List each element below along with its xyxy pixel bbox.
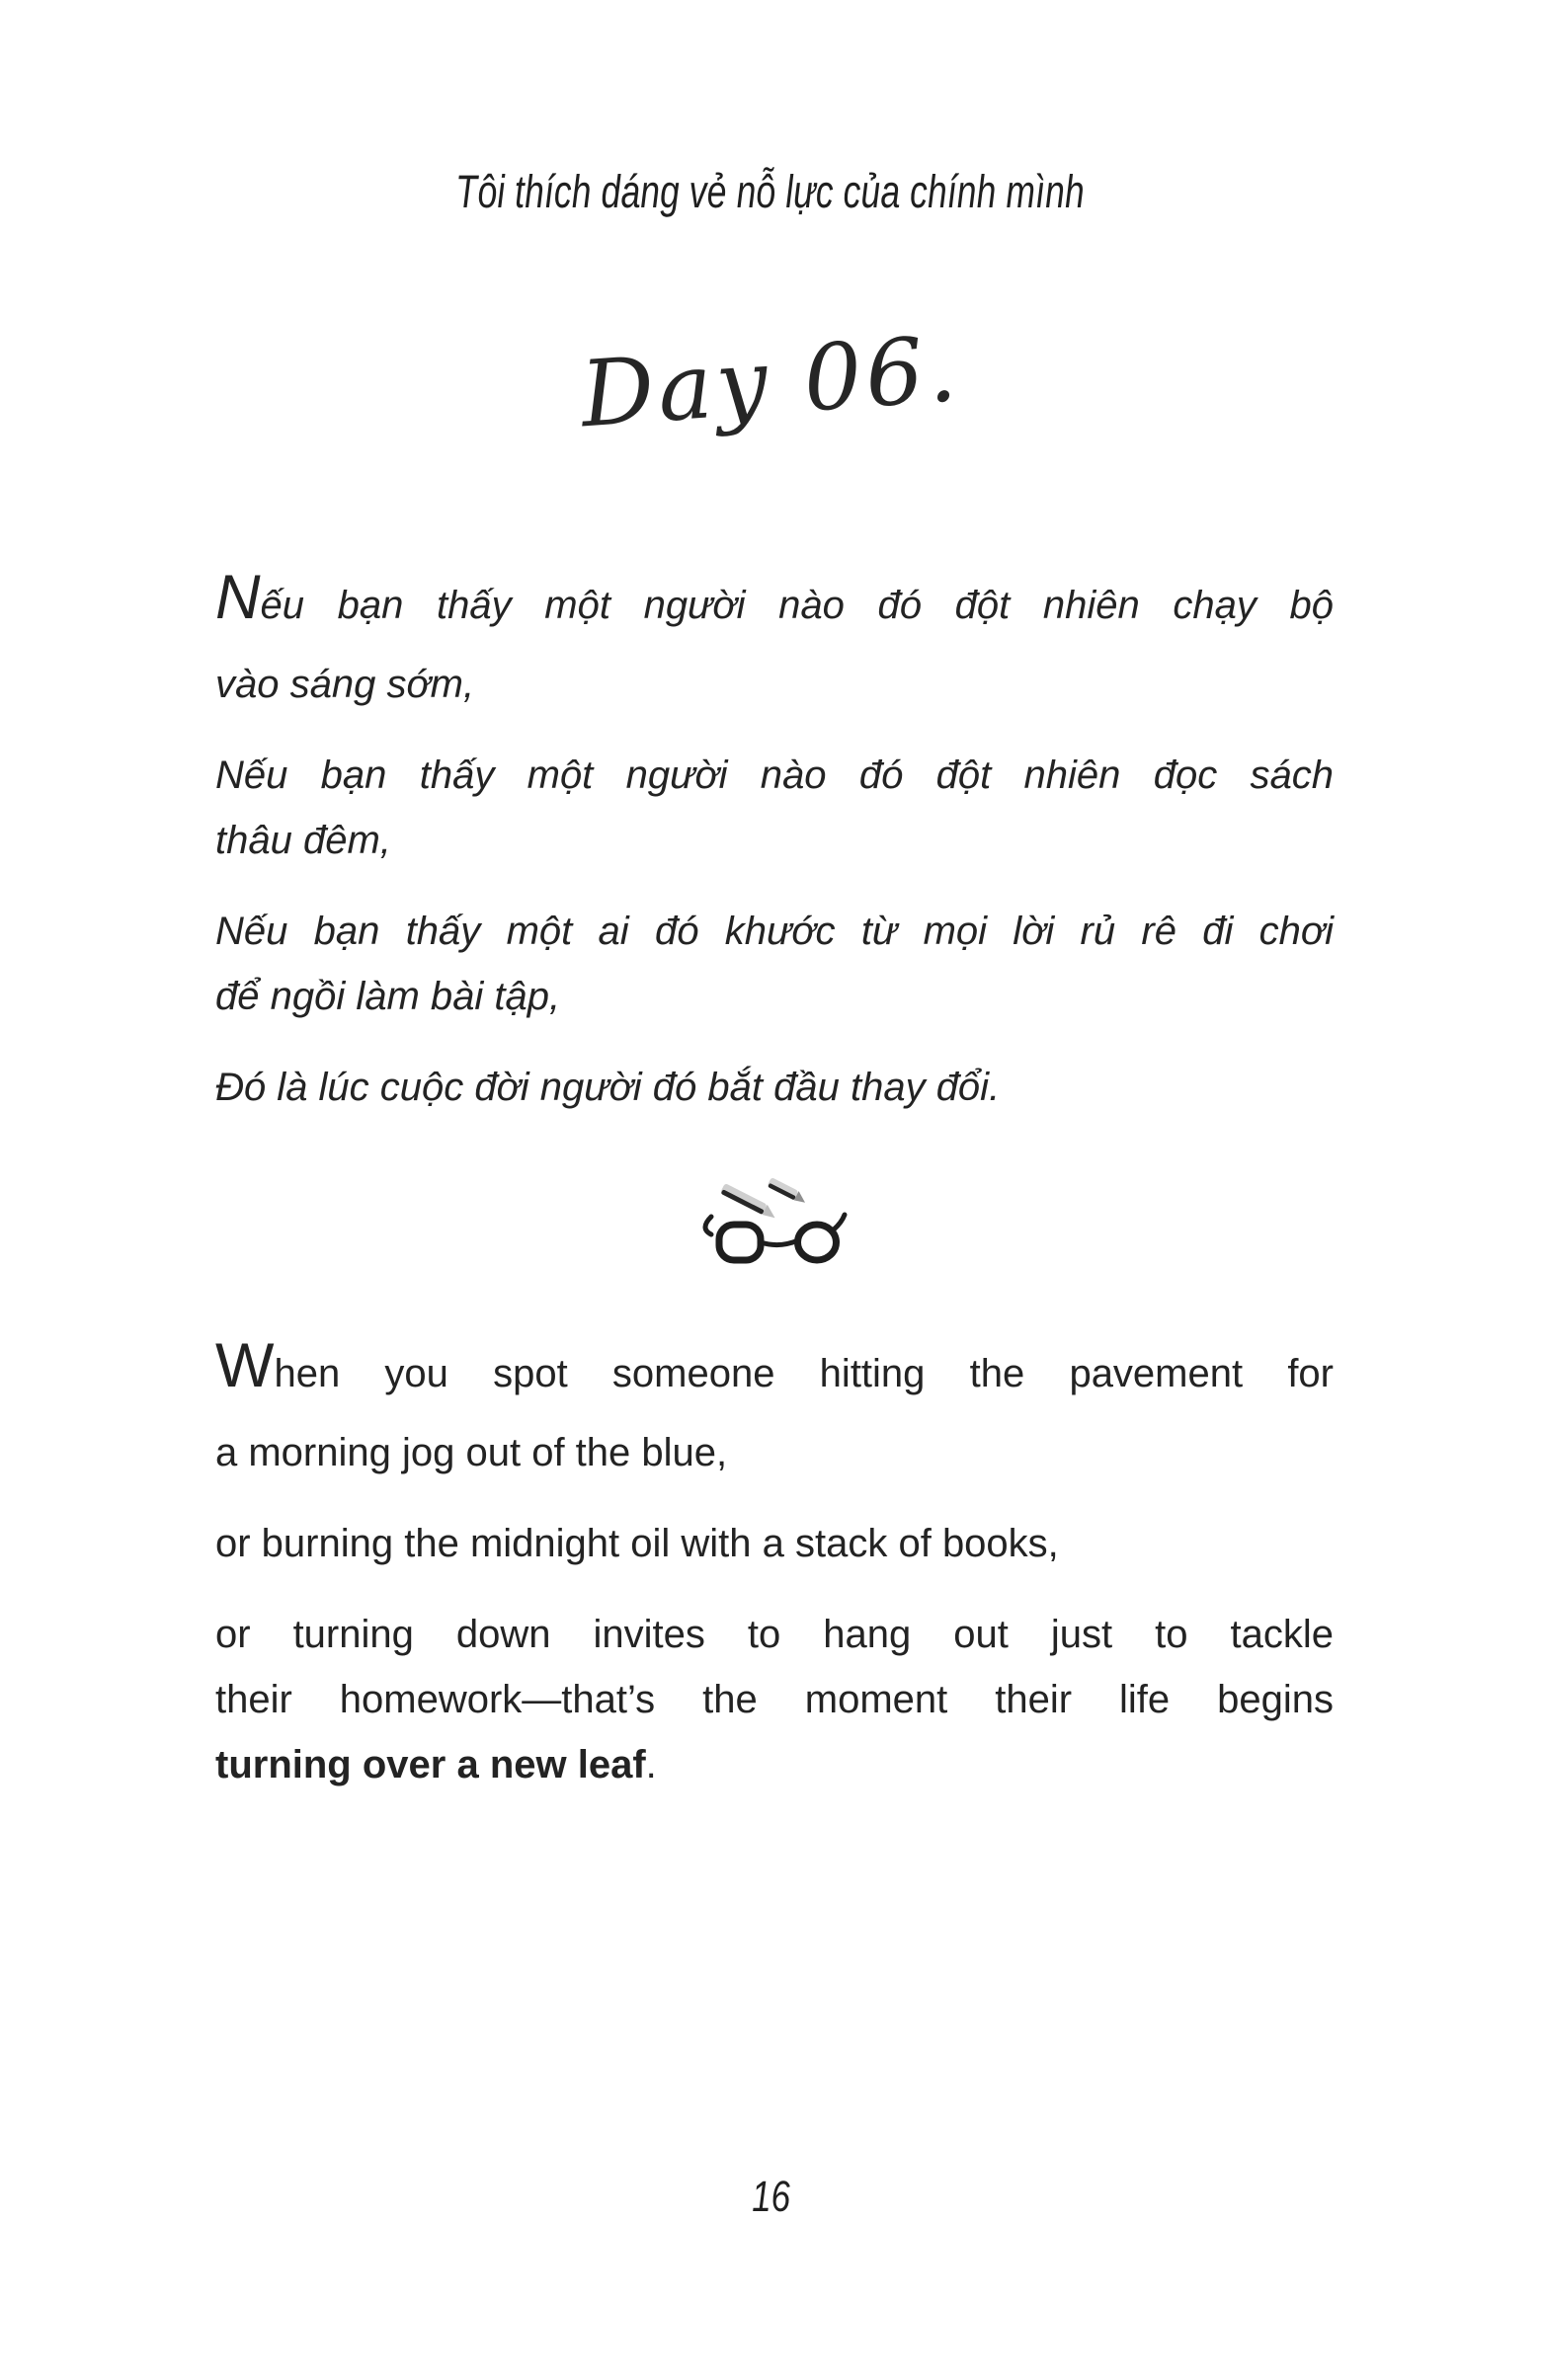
english-paragraph-2 xyxy=(215,1511,1334,1576)
vietnamese-paragraph-2 xyxy=(215,743,1334,873)
drop-cap: W xyxy=(215,1331,275,1400)
vietnamese-section xyxy=(215,565,1334,1120)
vietnamese-paragraph-1 xyxy=(215,565,1334,717)
page-number xyxy=(0,2173,1541,2222)
vietnamese-paragraph-3 xyxy=(215,899,1334,1029)
text-line: a morning jog out of the blue, xyxy=(215,1431,728,1474)
page-number-text: 16 xyxy=(750,2173,791,2221)
pencils-and-glasses-icon xyxy=(699,1173,850,1270)
line-text: . xyxy=(645,1743,657,1786)
text-line: Nếu bạn thấy một người nào đó đột nhiên đọc sách xyxy=(215,754,1334,797)
english-paragraph-3 xyxy=(215,1602,1334,1797)
text-line xyxy=(215,565,1334,638)
book-title: Tôi thích dáng vẻ nỗ lực của chính mình xyxy=(455,165,1086,217)
text-line: Nếu bạn thấy một ai đó khước từ mọi lời rủ rê đi chơi xyxy=(215,910,1334,953)
text-line: vào sáng sớm, xyxy=(215,663,475,706)
running-head xyxy=(0,0,1541,218)
pencil-icon xyxy=(767,1177,808,1205)
line-text: hen you spot someone hitting the pavement for xyxy=(274,1352,1334,1395)
text-line: or burning the midnight oil with a stack of books, xyxy=(215,1522,1059,1565)
pencil-icon xyxy=(720,1183,779,1221)
line-text: ếu bạn thấy một người nào đó đột nhiên chạy bộ xyxy=(260,584,1334,627)
english-paragraph-1 xyxy=(215,1333,1334,1485)
bold-phrase: turning over a new leaf xyxy=(215,1743,646,1786)
glasses-icon xyxy=(705,1215,845,1260)
chapter-title xyxy=(0,315,1541,448)
drop-cap: N xyxy=(215,563,261,632)
text-line: their homework—that’s the moment their life begins xyxy=(215,1678,1334,1721)
text-line: thâu đêm, xyxy=(215,819,391,862)
text-line xyxy=(215,1732,1334,1797)
text-line: Đó là lúc cuộc đời người đó bắt đầu thay đổi. xyxy=(215,1066,1001,1109)
text-line: or turning down invites to hang out just to tackle xyxy=(215,1613,1334,1656)
text-column xyxy=(215,565,1334,1797)
vietnamese-paragraph-4 xyxy=(215,1055,1334,1120)
text-line xyxy=(215,1333,1334,1406)
english-section xyxy=(215,1333,1334,1797)
day-label: Day 06. xyxy=(577,315,964,448)
text-line: để ngồi làm bài tập, xyxy=(215,975,561,1018)
section-divider xyxy=(215,1173,1334,1270)
